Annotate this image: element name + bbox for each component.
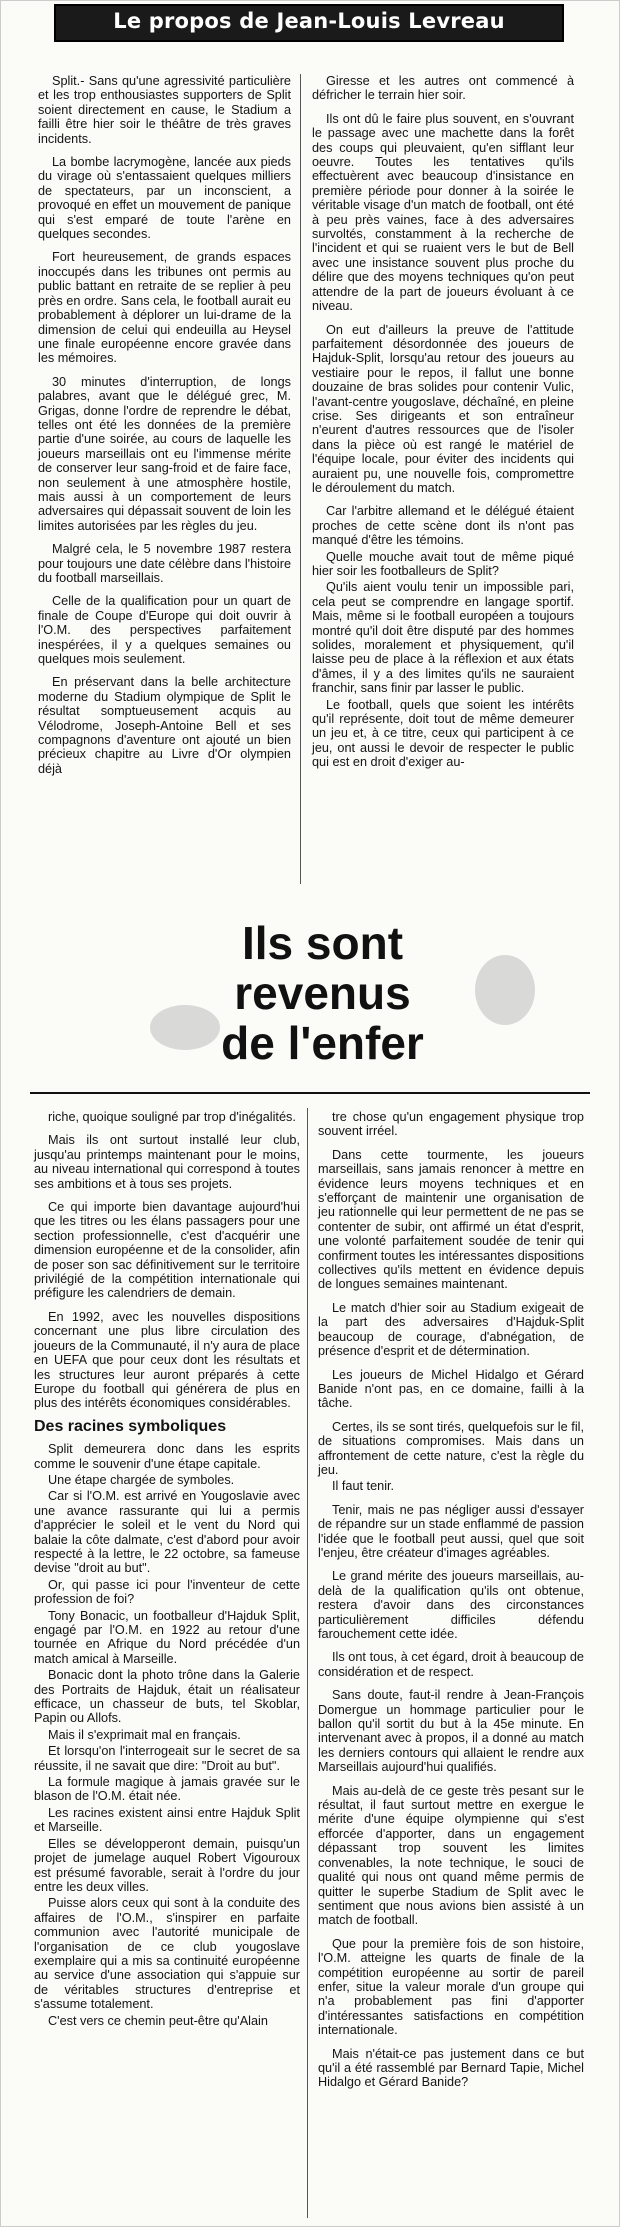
paragraph: Split demeurera donc dans les esprits comme le souvenir d'une étape capitale. (34, 1442, 300, 1471)
paragraph: Les racines existent ainsi entre Hajduk Split et Marseille. (34, 1805, 300, 1835)
paragraph: Sans doute, faut-il rendre à Jean-François Domergue un hommage particulier pour le ballon qu'il sortit du but à la 45e minute. En intervenant avec à propos, il a donné au match les derniers contours qui allaient le rendre aux Marseillais aujourd'hui qualifiés. (318, 1688, 584, 1775)
paragraph: Quelle mouche avait tout de même piqué hier soir les footballeurs de Split? (312, 549, 574, 578)
paragraph: Or, qui passe ici pour l'inventeur de cette profession de foi? (34, 1577, 300, 1607)
paragraph: Ils ont tous, à cet égard, droit à beaucoup de considération et de respect. (318, 1650, 584, 1679)
paragraph: Mais ils ont surtout installé leur club, jusqu'au printemps maintenant pour le moins, au niveau international qui correspond à toutes ses ambitions et à tous ses projets. (34, 1133, 300, 1191)
headline-line: revenus (234, 967, 411, 1019)
paragraph: Split.- Sans qu'une agressivité particulière et les trop enthousiastes supporters de Split soient directement en cause, le Stadium a failli être hier soir le théâtre de très graves incidents. (38, 74, 291, 146)
article-column-top-left (38, 74, 291, 886)
paragraph: riche, quoique souligné par trop d'inégalités. (48, 1110, 296, 1124)
banner-title: Le propos de Jean-Louis Levreau (113, 9, 505, 33)
paragraph: Et lorsqu'on l'interrogeait sur le secret de sa réussite, il ne savait que dire: "Droit au but". (34, 1744, 300, 1773)
paragraph: Car si l'O.M. est arrivé en Yougoslavie avec une avance rassurante qui lui a permis d'apprécier le soleil et le vent du Nord qui balaie la côte dalmate, c'est d'abord pour avoir respecté à la lettre, le 22 octobre, sa fameuse devise "droit au but". (34, 1489, 300, 1576)
article-headline (200, 918, 445, 1068)
paragraph: Malgré cela, le 5 novembre 1987 restera pour toujours une date célèbre dans l'histoire du football marseillais. (38, 542, 291, 585)
subheading: Des racines symboliques (34, 1417, 227, 1435)
paragraph: La formule magique à jamais gravée sur le blason de l'O.M. était née. (34, 1775, 300, 1804)
paragraph: En 1992, avec les nouvelles dispositions concernant une plus libre circulation des joueurs de la Communauté, il n'y aura de place en UEFA que pour ceux dont les résultats et les structures leur auront préparés à cette Europe du football qui générera de plus en plus des intérêts économiques considérables. (34, 1309, 300, 1411)
headline-line: de l'enfer (221, 1017, 424, 1069)
paragraph: La bombe lacrymogène, lancée aux pieds du virage où s'entassaient quelques milliers de spectateurs, par un inconscient, a provoqué en effet un mouvement de panique qui s'est emparé de toute l'arène en quelques secondes. (38, 155, 291, 242)
article-column-top-right (312, 74, 574, 896)
paragraph: Tony Bonacic, un footballeur d'Hajduk Split, engagé par l'O.M. en 1922 au retour d'une tournée en Afrique du Nord précédée d'un match amical à Marseille. (34, 1608, 300, 1666)
paragraph: Mais n'était-ce pas justement dans ce but qu'il a été rassemblé par Bernard Tapie, Michel Hidalgo et Gérard Banide? (318, 2046, 584, 2090)
paragraph: Il faut tenir. (332, 1479, 395, 1494)
paragraph: Les joueurs de Michel Hidalgo et Gérard Banide n'ont pas, en ce domaine, failli à la tâche. (318, 1367, 584, 1411)
paragraph: Ils ont dû le faire plus souvent, en s'ouvrant le passage avec une machette dans la forêt des coups qui pleuvaient, qu'en sifflant leur oeuvre. Toutes les tentatives qu'ils effectuèrent avec beaucoup d'insistance en première période pour donner à la soirée le véritable visage d'un match de football, ont été à peu près vaines, face à des adversaires survoltés, constamment à la recherche de l'incident et qui se ruaient vers le but de Bell avec une insistance souvent plus proche du délire que des moyens techniques qu'on peut attendre de la part de joueurs évoluant à ce niveau. (312, 111, 574, 314)
paragraph: C'est vers ce chemin peut-être qu'Alain (48, 2013, 268, 2028)
paragraph: Que pour la première fois de son histoire, l'O.M. atteigne les quarts de finale de la compétition européenne au sortir de pareil enfer, situe la valeur morale d'un groupe qui n'a probablement pas fini d'apporter d'intéressantes satisfactions en compétition internationale. (318, 1936, 584, 2038)
paragraph: On eut d'ailleurs la preuve de l'attitude parfaitement désordonnée des joueurs de Hajduk-Split, lorsqu'au retour des joueurs au vestiaire pour le repos, il fallut une bonne douzaine de bras solides pour contenir Vulic, l'avant-centre yougoslave, déchaîné, en pleine crise. Ses dirigeants et son entraîneur n'eurent d'autres ressources que de l'isoler dans la pièce où est rangé le matériel de l'équipe locale, pour éviter des incidents qui auraient pu, une nouvelle fois, compromettre le déroulement du match. (312, 322, 574, 495)
paragraph: Elles se développeront demain, puisqu'un projet de jumelage auquel Robert Vigouroux est présumé favorable, serait à l'ordre du jour entre les deux villes. (34, 1836, 300, 1894)
paragraph: Puisse alors ceux qui sont à la conduite des affaires de l'O.M., s'inspirer en parfaite communion avec l'autorité municipale de l'organisation de ce club yougoslave exemplaire qui a mis sa continuité européenne au service d'une association qui s'appuie sur de véritables structures d'entreprise et s'assume totalement. (34, 1896, 300, 2012)
paragraph: Le grand mérite des joueurs marseillais, au-delà de la qualification qu'ils ont obtenue, restera d'avoir dans des circonstances particulièrement difficiles défendu farouchement cette idée. (318, 1569, 584, 1641)
paragraph: Qu'ils aient voulu tenir un impossible pari, cela peut se comprendre en langage sportif. Mais, même si le football européen a toujours montré qu'il doit être disputé par des hommes solides, moralement et physiquement, qu'il laisse peu de place à la réflexion et aux états d'âmes, il y a des limites qu'ils ne sauraient franchir, sans finir par lasser le public. (312, 580, 574, 696)
paragraph: tre chose qu'un engagement physique trop souvent irréel. (318, 1110, 584, 1139)
headline-line: Ils sont (241, 917, 404, 969)
paragraph: Une étape chargée de symboles. (48, 1472, 235, 1487)
paragraph: Certes, ils se sont tirés, quelquefois sur le fil, de situations compromises. Mais dans un affrontement de cette nature, c'est la règle du jeu. (318, 1419, 584, 1477)
paragraph: Le football, quels que soient les intérêts qu'il représente, doit tout de même demeurer un jeu et, à ce titre, ceux qui participent à ce jeu, ont aussi le devoir de respecter le public qui est en droit d'exiger au- (312, 697, 574, 770)
paragraph: Tenir, mais ne pas négliger aussi d'essayer de répandre sur un stade enflammé de passion l'idée que le football peut aussi, quel que soit l'enjeu, être créateur d'images agréables. (318, 1502, 584, 1560)
paragraph: Celle de la qualification pour un quart de finale de Coupe d'Europe qui doit ouvrir à l'O.M. des perspectives parfaitement inespérées, il y a quelques semaines ou quelques mois seulement. (38, 594, 291, 667)
paragraph: 30 minutes d'interruption, de longs palabres, avant que le délégué grec, M. Grigas, donne l'ordre de reprendre le débat, telles ont été les données de la première partie d'une soirée, au cours de laquelle les joueurs marseillais ont eu l'immense mérite de conserver leur sang-froid et de faire face, non seulement à une atmosphère hostile, mais aussi à un comportement de leurs adversaires qui dépassait souvent de loin les limites autorisées par les règles du jeu. (38, 374, 291, 533)
paragraph: Fort heureusement, de grands espaces inoccupés dans les tribunes ont permis au public battant en retraite de se replier à peu près en ordre. Sans cela, le football aurait eu probablement à déplorer un lui-drame de la dimension de celui qui endeuilla au Heysel une finale européenne encore gravée dans les mémoires. (38, 250, 291, 366)
article-column-bottom-left (34, 1110, 300, 2218)
paragraph: Mais il s'exprimait mal en français. (48, 1727, 241, 1742)
column-divider (300, 74, 301, 884)
paragraph: Le match d'hier soir au Stadium exigeait de la part des adversaires d'Hajduk-Split beaucoup de courage, d'abnégation, de présence d'esprit et de détermination. (318, 1300, 584, 1359)
print-smudge (150, 1005, 220, 1050)
article-column-bottom-right (318, 1110, 584, 2220)
paragraph: Dans cette tourmente, les joueurs marseillais, sans jamais renoncer à mettre en évidence leurs moyens techniques et en s'efforçant de maintenir une organisation de jeu rationnelle qui leur permettent de ne pas se contenter de subir, ont affirmé un état d'esprit, une volonté parfaitement soudée de tenir qui confirment toutes les intéressantes dispositions collectives qu'ils mettent en évidence depuis de longues semaines maintenant. (318, 1147, 584, 1292)
column-banner (54, 4, 564, 42)
paragraph: Car l'arbitre allemand et le délégué étaient proches de cette scène dont ils n'ont pas manqué d'être les témoins. (312, 504, 574, 548)
print-smudge (475, 955, 535, 1025)
paragraph: Bonacic dont la photo trône dans la Galerie des Portraits de Hajduk, était un réalisateur efficace, un chasseur de buts, tel Skoblar, Papin ou Allofs. (34, 1668, 300, 1726)
section-rule (30, 1092, 590, 1094)
paragraph: Ce qui importe bien davantage aujourd'hui que les titres ou les élans passagers pour une section professionnelle, c'est d'acquérir une dimension européenne et de la consolider, afin de poser son sac définitivement sur le territoire privilégié de la compétition internationale qui préfigure les calendriers de demain. (34, 1200, 300, 1301)
paragraph: Mais au-delà de ce geste très pesant sur le résultat, il faut surtout mettre en exergue le mérite d'une équipe olympienne qui s'est efforcée d'apporter, dans un engagement dépassant trop souvent les limites convenables, la note technique, le souci de qualité qui nous ont quand même permis de quitter le superbe Stadium de Split avec le sentiment que nous avions bien assisté à un match de football. (318, 1783, 584, 1928)
paragraph: Giresse et les autres ont commencé à défricher le terrain hier soir. (312, 74, 574, 103)
paragraph: En préservant dans la belle architecture moderne du Stadium olympique de Split le résultat somptueusement acquis au Vélodrome, Joseph-Antoine Bell et ses compagnons d'aventure ont ajouté un bien précieux chapitre au Livre d'Or olympien déjà (38, 675, 291, 776)
column-divider (307, 1108, 308, 2218)
